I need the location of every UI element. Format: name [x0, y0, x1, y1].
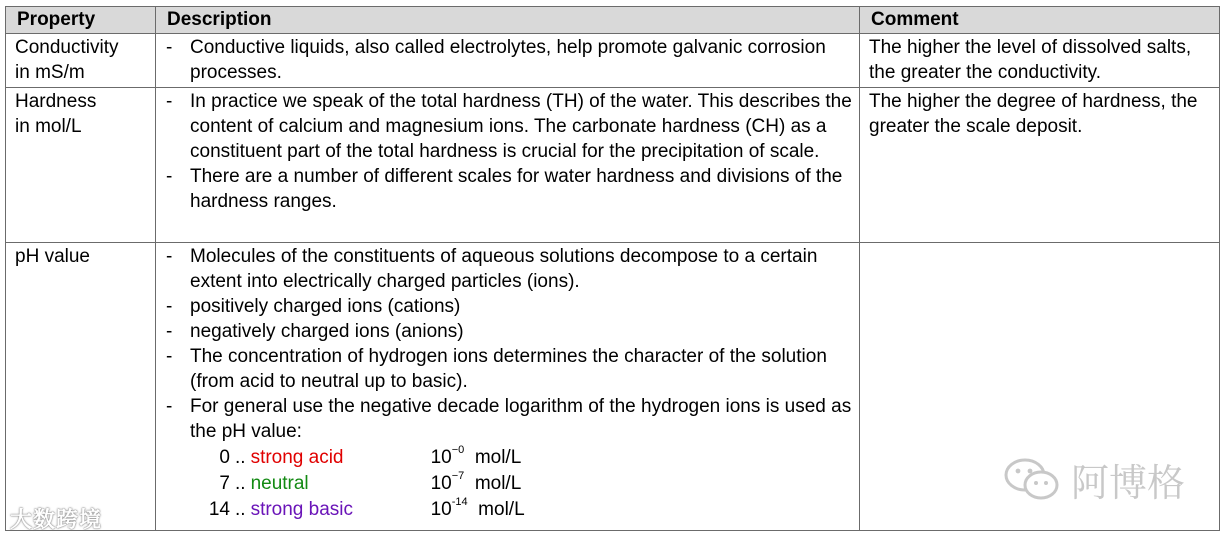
property-cell: [6, 88, 156, 243]
ph-separator: ..: [235, 446, 246, 468]
ph-separator: ..: [235, 472, 246, 494]
property-name: Conductivity: [15, 37, 119, 58]
watermark-left: [10, 503, 102, 534]
property-cell: [6, 243, 156, 531]
header-row: [6, 7, 1220, 34]
concentration-exponent: -14: [451, 496, 468, 509]
table-row: [6, 34, 1220, 88]
description-cell: [156, 34, 860, 88]
ph-separator: ..: [235, 498, 246, 520]
property-unit: in mol/L: [15, 116, 82, 137]
description-item: - For general use the negative decade logarithm of the hydrogen ions is used as the pH value:: [165, 394, 855, 444]
property-name: Hardness: [15, 91, 97, 112]
property-unit: in mS/m: [15, 62, 85, 83]
watermark-right: [1003, 452, 1185, 507]
ph-concentration: [431, 445, 522, 470]
description-item: - In practice we speak of the total hardness (TH) of the water. This describes the content of calcium and magnesium ions. The carbonate hardness (CH) as a constituent part of the total hardness is crucial for the precipitation of scale.: [165, 89, 855, 164]
ph-number: 0: [219, 446, 230, 468]
ph-scale-row: [197, 496, 617, 522]
description-cell: [156, 88, 860, 243]
description-item: - The concentration of hydrogen ions determines the character of the solution (from acid to neutral up to basic).: [165, 344, 855, 394]
concentration-exponent: −7: [451, 470, 465, 483]
ph-label: strong basic: [250, 498, 354, 520]
ph-label: neutral: [250, 472, 309, 494]
comment-cell: The higher the level of dissolved salts, the greater the conductivity.: [860, 34, 1220, 88]
ph-scale-row: [197, 470, 617, 496]
description-item: - Conductive liquids, also called electrolytes, help promote galvanic corrosion processes.: [165, 35, 855, 85]
ph-number: 14: [208, 498, 230, 520]
description-item: - There are a number of different scales for water hardness and divisions of the hardness ranges.: [165, 164, 855, 214]
concentration-base: 10: [430, 472, 452, 494]
watermark-left-text: 大数跨境: [10, 507, 103, 532]
description-item: - negatively charged ions (anions): [165, 319, 855, 344]
ph-concentration: [431, 471, 522, 496]
concentration-exponent: −0: [451, 444, 465, 457]
concentration-unit: mol/L: [478, 498, 525, 520]
concentration-base: 10: [430, 498, 452, 520]
ph-concentration: [431, 497, 525, 522]
concentration-unit: mol/L: [474, 472, 522, 494]
header-comment: Comment: [860, 7, 1220, 34]
property-cell: [6, 34, 156, 88]
ph-scale-row: [197, 444, 617, 470]
ph-label: strong acid: [250, 446, 344, 468]
description-item: - positively charged ions (cations): [165, 294, 855, 319]
concentration-base: 10: [430, 446, 452, 468]
ph-number: 7: [219, 472, 230, 494]
header-property: Property: [6, 7, 156, 34]
description-item: - Molecules of the constituents of aqueous solutions decompose to a certain extent into electrically charged particles (ions).: [165, 244, 855, 294]
ph-scale: [197, 444, 617, 522]
header-description: Description: [156, 7, 860, 34]
watermark-right-text: 阿博格: [1071, 463, 1186, 505]
wechat-icon: [1003, 457, 1061, 503]
comment-cell: The higher the degree of hardness, the greater the scale deposit.: [860, 88, 1220, 243]
description-cell: [156, 243, 860, 531]
table-row: [6, 88, 1220, 243]
property-name: pH value: [15, 246, 90, 267]
concentration-unit: mol/L: [474, 446, 522, 468]
